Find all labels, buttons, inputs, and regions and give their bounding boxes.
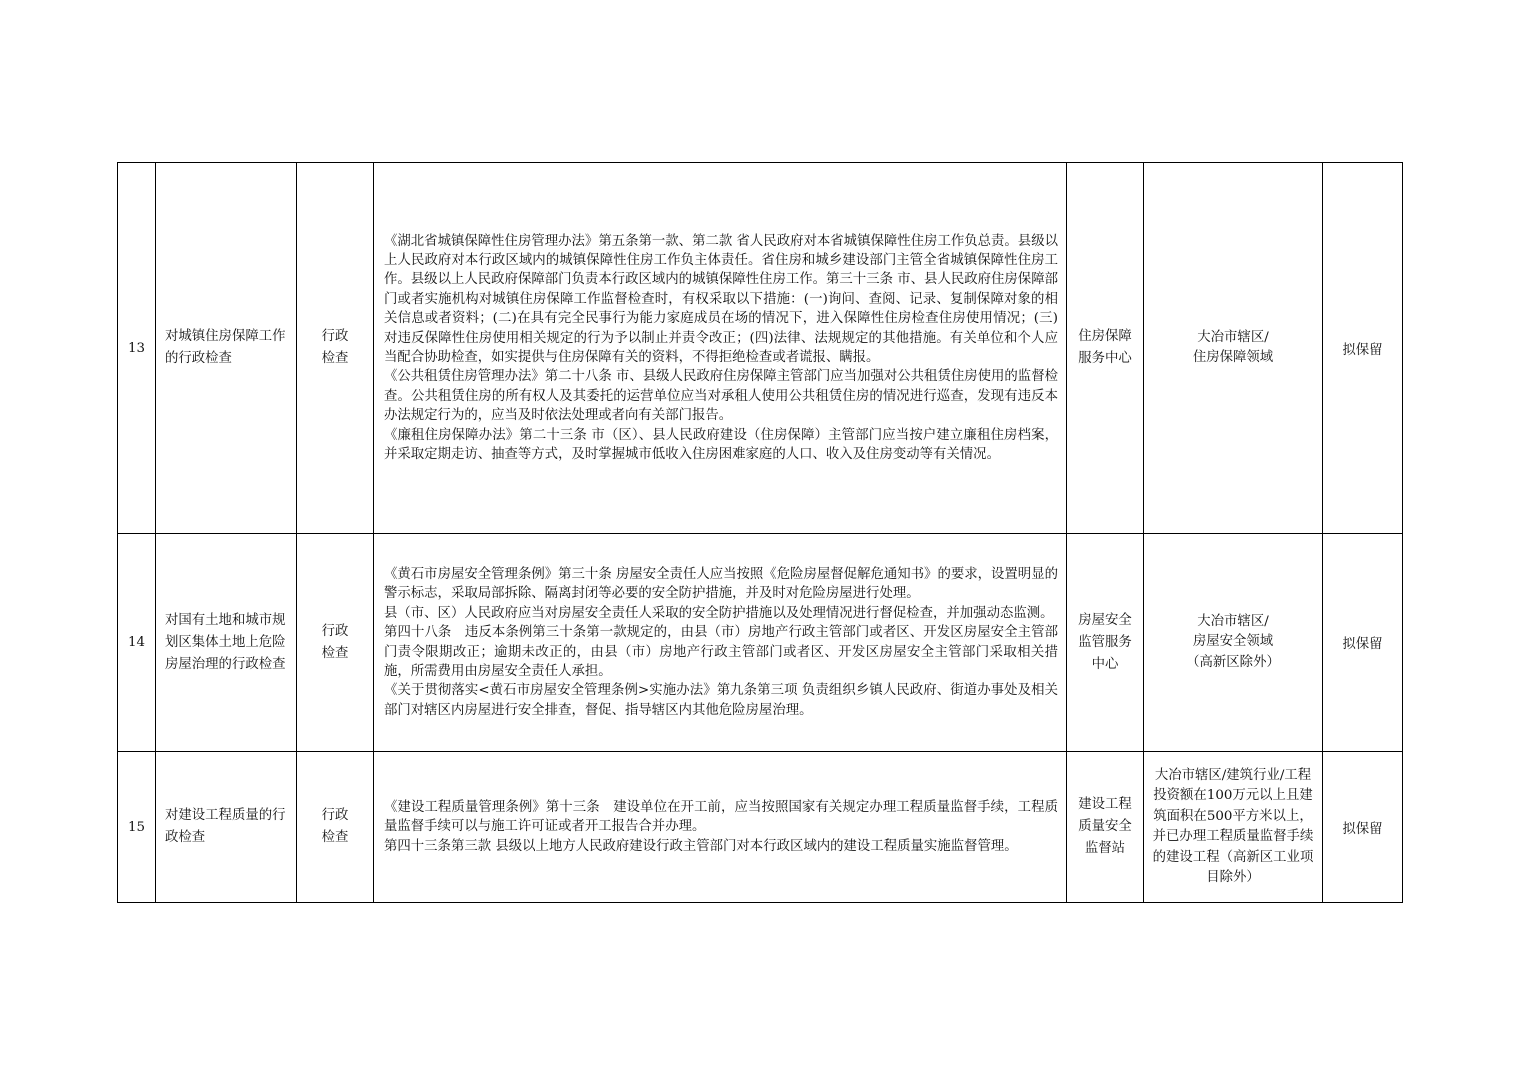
basis-paragraph: 第四十八条 违反本条例第三十条第一款规定的，由县（市）房地产行政主管部门或者区、开发区房屋安全主管部门责令限期改正；逾期未改正的，由县（市）房地产行政主管部门或者区、开发区房屋安全主管部门采取相关措施，所需费用由房屋安全责任人承担。 — [384, 625, 1058, 679]
scope-line: 大冶市辖区/建筑行业/工程投资额在100万元以上且建筑面积在500平方米以上，并已办理工程质量监督手续的建设工程（高新区工业项目除外） — [1152, 767, 1314, 885]
basis-paragraph: 《廉租住房保障办法》第二十三条 市（区）、县人民政府建设（住房保障）主管部门应当按户建立廉租住房档案，并采取定期走访、抽查等方式，及时掌握城市低收入住房困难家庭的人口、收入及住房变动等有关情况。 — [384, 427, 1058, 463]
basis-paragraph: 县（市、区）人民政府应当对房屋安全责任人采取的安全防护措施以及处理情况进行督促检查，并加强动态监测。 — [384, 605, 1054, 621]
responsible-department: 住房保障服务中心 — [1067, 163, 1144, 534]
inspection-item: 对建设工程质量的行政检查 — [156, 752, 297, 903]
disposition: 拟保留 — [1323, 534, 1403, 752]
implementation-scope — [1144, 534, 1323, 752]
scope-line: 房屋安全领域 — [1192, 634, 1274, 650]
table-row — [118, 534, 1403, 752]
basis-paragraph: 《公共租赁住房管理办法》第二十八条 市、县级人民政府住房保障主管部门应当加强对公共租赁住房使用的监督检查。公共租赁住房的所有权人及其委托的运营单位应当对承租人使用公共租赁住房的情况进行巡查，发现有违反本办法规定行为的，应当及时依法处理或者向有关部门报告。 — [384, 369, 1058, 424]
basis-paragraph: 《湖北省城镇保障性住房管理办法》第五条第一款、第二款 省人民政府对本省城镇保障性住房工作负总责。县级以上人民政府对本行政区域内的城镇保障性住房工作负主体责任。省住房和城乡建设部门主管全省城镇保障性住房工作。县级以上人民政府保障部门负责本行政区域内的城镇保障性住房工作。第三十三条 市、县人民政府住房保障部门或者实施机构对城镇住房保障工作监督检查时，有权采取以下措施：(一)询问、查阅、记录、复制保障对象的相关信息或者资料；(二)在具有完全民事行为能力家庭成员在场的情况下，进入保障性住房检查住房使用情况；(三)对违反保障性住房使用相关规定的行为予以制止并责令改正；(四)法律、法规规定的其他措施。有关单位和个人应当配合协助检查，如实提供与住房保障有关的资料，不得拒绝检查或者谎报、瞒报。 — [384, 233, 1058, 365]
row-number: 15 — [118, 752, 156, 903]
disposition: 拟保留 — [1323, 163, 1403, 534]
basis-paragraph: 《黄石市房屋安全管理条例》第三十条 房屋安全责任人应当按照《危险房屋督促解危通知书》的要求，设置明显的警示标志，采取局部拆除、隔离封闭等必要的安全防护措施，并及时对危险房屋进行处理。 — [384, 566, 1058, 602]
legal-basis — [374, 534, 1067, 752]
implementation-scope — [1144, 752, 1323, 903]
row-number: 14 — [118, 534, 156, 752]
inspection-item: 对城镇住房保障工作的行政检查 — [156, 163, 297, 534]
disposition: 拟保留 — [1323, 752, 1403, 903]
row-number: 13 — [118, 163, 156, 534]
legal-basis — [374, 752, 1067, 903]
table-row — [118, 752, 1403, 903]
table-row — [118, 163, 1403, 534]
inspection-category: 行政检查 — [297, 163, 374, 534]
basis-paragraph: 第四十三条第三款 县级以上地方人民政府建设行政主管部门对本行政区域内的建设工程质量实施监督管理。 — [384, 838, 1018, 854]
basis-paragraph: 《建设工程质量管理条例》第十三条 建设单位在开工前，应当按照国家有关规定办理工程质量监督手续，工程质量监督手续可以与施工许可证或者开工报告合并办理。 — [384, 799, 1058, 835]
inspection-category: 行政检查 — [297, 534, 374, 752]
scope-line: 大冶市辖区/ — [1197, 329, 1269, 345]
responsible-department: 建设工程质量安全监督站 — [1067, 752, 1144, 903]
scope-line: 大冶市辖区/ — [1197, 613, 1269, 629]
responsible-department: 房屋安全监管服务中心 — [1067, 534, 1144, 752]
scope-line: （高新区除外） — [1186, 654, 1280, 670]
basis-paragraph: 《关于贯彻落实<黄石市房屋安全管理条例>实施办法》第九条第三项 负责组织乡镇人民政府、街道办事处及相关部门对辖区内房屋进行安全排查，督促、指导辖区内其他危险房屋治理。 — [384, 683, 1058, 718]
implementation-scope — [1144, 163, 1323, 534]
administrative-inspection-table — [117, 162, 1403, 903]
legal-basis — [374, 163, 1067, 534]
inspection-category: 行政检查 — [297, 752, 374, 903]
scope-line: 住房保障领域 — [1192, 350, 1274, 365]
inspection-item: 对国有土地和城市规划区集体土地上危险房屋治理的行政检查 — [156, 534, 297, 752]
